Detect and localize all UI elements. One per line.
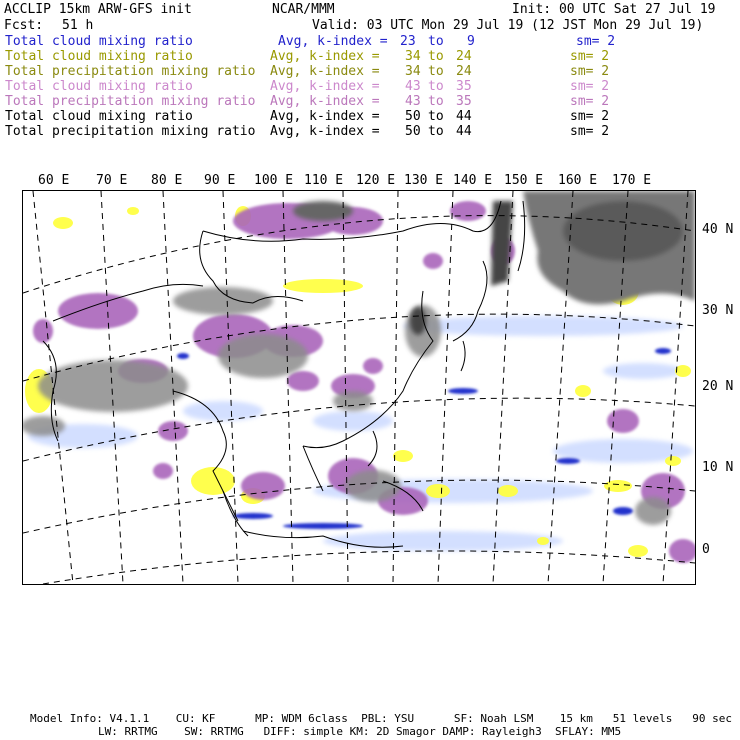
legend-avg: Avg, k-index = — [270, 124, 380, 139]
legend-name: Total cloud mixing ratio — [5, 49, 193, 64]
legend-name: Total cloud mixing ratio — [5, 109, 193, 124]
legend-k2: 24 — [456, 49, 472, 64]
legend-k1: 23 — [400, 34, 416, 49]
longitude-label: 90 E — [204, 173, 236, 188]
model-info-line1: Model Info: V4.1.1 CU: KF MP: WDM 6class PBL: YSU SF: Noah LSM 15 km 51 levels 90 sec — [30, 712, 732, 725]
longitude-label: 60 E — [38, 173, 70, 188]
legend-k2: 44 — [456, 109, 472, 124]
longitude-label: 100 E — [254, 173, 294, 188]
longitude-label: 120 E — [356, 173, 396, 188]
legend-avg: Avg, k-index = — [270, 109, 380, 124]
plot-title: ACCLIP 15km ARW-GFS init — [4, 2, 192, 17]
longitude-label: 130 E — [404, 173, 444, 188]
legend-name: Total cloud mixing ratio — [5, 34, 193, 49]
legend-to: to — [428, 94, 444, 109]
legend-row — [0, 64, 740, 79]
legend-sm: sm= 2 — [570, 49, 610, 64]
legend-avg: Avg, k-index = — [270, 49, 380, 64]
legend-k2: 35 — [456, 94, 472, 109]
longitude-label: 150 E — [504, 173, 544, 188]
legend-k1: 34 — [405, 49, 421, 64]
legend-to: to — [428, 109, 444, 124]
legend-avg: Avg, k-index = — [270, 94, 380, 109]
valid-time: Valid: 03 UTC Mon 29 Jul 19 (12 JST Mon 29 Jul 19) — [312, 18, 704, 33]
legend-k2: 9 — [467, 34, 475, 49]
forecast-label: Fcst: — [4, 18, 44, 33]
legend-sm: sm= 2 — [576, 34, 616, 49]
longitude-label: 70 E — [96, 173, 128, 188]
legend-row — [0, 79, 740, 94]
legend-k2: 35 — [456, 79, 472, 94]
legend-name: Total cloud mixing ratio — [5, 79, 193, 94]
legend-to: to — [428, 64, 444, 79]
legend-avg: Avg, k-index = — [278, 34, 388, 49]
longitude-label: 140 E — [453, 173, 493, 188]
forecast-map — [23, 191, 695, 584]
legend-sm: sm= 2 — [570, 94, 610, 109]
legend-to: to — [428, 79, 444, 94]
model-info-line2: LW: RRTMG SW: RRTMG DIFF: simple KM: 2D Smagor DAMP: Rayleigh3 SFLAY: MM5 — [98, 725, 622, 738]
legend-k1: 34 — [405, 64, 421, 79]
legend-row — [0, 109, 740, 124]
legend-sm: sm= 2 — [570, 79, 610, 94]
legend-sm: sm= 2 — [570, 64, 610, 79]
latitude-label: 30 N — [702, 303, 734, 318]
longitude-label: 110 E — [304, 173, 344, 188]
latitude-label: 10 N — [702, 460, 734, 475]
legend-sm: sm= 2 — [570, 124, 610, 139]
legend-k2: 24 — [456, 64, 472, 79]
legend-sm: sm= 2 — [570, 109, 610, 124]
longitude-label: 80 E — [151, 173, 183, 188]
legend-avg: Avg, k-index = — [270, 79, 380, 94]
legend-k2: 44 — [456, 124, 472, 139]
legend-row — [0, 49, 740, 64]
longitude-label: 160 E — [558, 173, 598, 188]
init-time: Init: 00 UTC Sat 27 Jul 19 — [512, 2, 716, 17]
legend-k1: 43 — [405, 94, 421, 109]
legend-name: Total precipitation mixing ratio — [5, 94, 256, 109]
forecast-hour: 51 h — [62, 18, 94, 33]
low-cloud-field — [28, 316, 693, 551]
legend-k1: 50 — [405, 124, 421, 139]
legend-to: to — [428, 49, 444, 64]
legend-to: to — [428, 124, 444, 139]
latitude-label: 20 N — [702, 379, 734, 394]
legend-name: Total precipitation mixing ratio — [5, 124, 256, 139]
longitude-label: 170 E — [612, 173, 652, 188]
organization-label: NCAR/MMM — [272, 2, 335, 17]
legend-avg: Avg, k-index = — [270, 64, 380, 79]
map-panel — [22, 190, 696, 585]
legend-row — [0, 124, 740, 139]
latitude-label: 40 N — [702, 222, 734, 237]
legend-k1: 43 — [405, 79, 421, 94]
legend-row — [0, 34, 740, 49]
legend-row — [0, 94, 740, 109]
legend-to: to — [428, 34, 444, 49]
legend-name: Total precipitation mixing ratio — [5, 64, 256, 79]
latitude-label: 0 — [702, 542, 710, 557]
legend-k1: 50 — [405, 109, 421, 124]
